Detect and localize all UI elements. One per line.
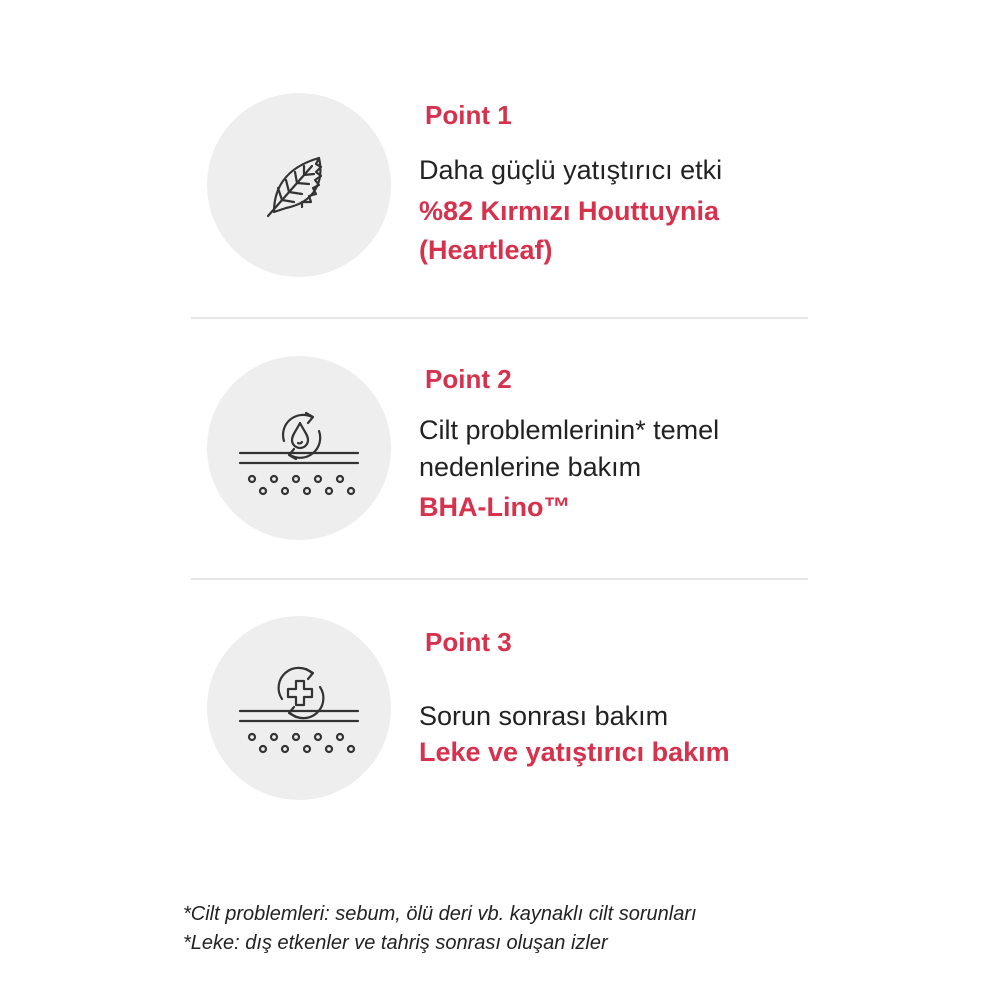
divider <box>191 578 808 580</box>
leaf-icon <box>264 150 334 220</box>
icon-circle <box>207 93 391 277</box>
point-title: Point 3 <box>425 627 512 657</box>
point-text-line: Cilt problemlerinin* temel <box>419 415 720 445</box>
icon-circle <box>207 616 391 800</box>
point-title: Point 1 <box>425 100 512 130</box>
point-highlight-line: Leke ve yatıştırıcı bakım <box>419 737 730 767</box>
point-highlight-line: (Heartleaf) <box>419 235 553 265</box>
skin-drop-cycle-icon <box>234 393 364 503</box>
point-highlight-line: %82 Kırmızı Houttuynia <box>419 196 720 226</box>
icon-circle <box>207 356 391 540</box>
point-highlight-line: BHA-Lino™ <box>419 492 571 522</box>
point-text-line: Daha güçlü yatıştırıcı etki <box>419 155 723 185</box>
point-text-line: nedenlerine bakım <box>419 452 642 482</box>
divider <box>191 317 808 319</box>
footnote: *Cilt problemleri: sebum, ölü deri vb. kaynaklı cilt sorunları <box>183 903 697 925</box>
footnote: *Leke: dış etkenler ve tahriş sonrası oluşan izler <box>183 932 608 954</box>
point-title: Point 2 <box>425 364 512 394</box>
point-text-line: Sorun sonrası bakım <box>419 701 669 731</box>
skin-cross-cycle-icon <box>234 653 364 763</box>
